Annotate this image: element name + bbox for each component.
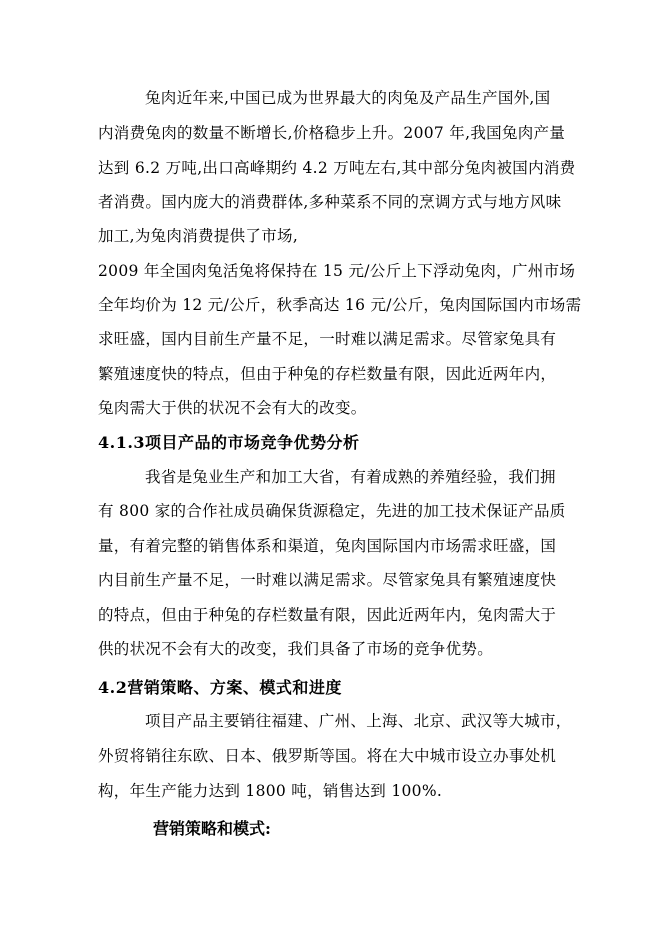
- section-413-line-5: 的特点，但由于种兔的存栏数量有限，因此近两年内，兔肉需大于: [98, 606, 557, 624]
- paragraph1-line-4: 者消费。国内庞大的消费群体,多种菜系不同的烹调方式与地方风味: [98, 193, 562, 211]
- section-413-line-1: 我省是兔业生产和加工大省，有着成熟的养殖经验，我们拥: [145, 468, 556, 486]
- section-42-heading: 4.2营销策略、方案、模式和进度: [98, 678, 342, 697]
- paragraph2-line-3: 求旺盛，国内目前生产量不足，一时难以满足需求。尽管家兔具有: [98, 330, 557, 348]
- paragraph1-line-2: 内消费兔肉的数量不断增长,价格稳步上升。2007 年,我国兔肉产量: [98, 124, 566, 142]
- section-42-line-2: 外贸将销往东欧、日本、俄罗斯等国。将在大中城市设立办事处机: [98, 747, 557, 765]
- section-413-heading: 4.1.3项目产品的市场竞争优势分析: [98, 433, 360, 452]
- section-42-line-3: 构，年生产能力达到 1800 吨，销售达到 100%.: [98, 782, 443, 800]
- section-413-line-3: 量，有着完整的销售体系和渠道，兔肉国际国内市场需求旺盛，国: [98, 537, 557, 555]
- paragraph2-line-1: 2009 年全国肉兔活兔将保持在 15 元/公斤上下浮动兔肉，广州市场: [98, 262, 576, 280]
- paragraph2-line-5: 兔肉需大于供的状况不会有大的改变。: [98, 399, 367, 417]
- paragraph2-line-2: 全年均价为 12 元/公斤，秋季高达 16 元/公斤，兔肉国际国内市场需: [98, 296, 582, 314]
- paragraph1-line-3: 达到 6.2 万吨,出口高峰期约 4.2 万吨左右,其中部分兔肉被国内消费: [98, 159, 576, 177]
- section-413-line-2: 有 800 家的合作社成员确保货源稳定，先进的加工技术保证产品质: [98, 502, 566, 520]
- paragraph1-line-1: 兔肉近年来,中国已成为世界最大的肉兔及产品生产国外,国: [145, 89, 551, 107]
- section-413-line-6: 供的状况不会有大的改变，我们具备了市场的竞争优势。: [98, 640, 494, 658]
- paragraph2-line-4: 繁殖速度快的特点，但由于种兔的存栏数量有限，因此近两年内，: [98, 365, 557, 383]
- section-413-line-4: 内目前生产量不足，一时难以满足需求。尽管家兔具有繁殖速度快: [98, 571, 557, 589]
- section-42-subheading: 营销策略和模式:: [153, 819, 271, 838]
- section-42-line-1: 项目产品主要销往福建、广州、上海、北京、武汉等大城市，: [145, 712, 572, 730]
- paragraph1-line-5: 加工,为兔肉消费提供了市场,: [98, 227, 299, 245]
